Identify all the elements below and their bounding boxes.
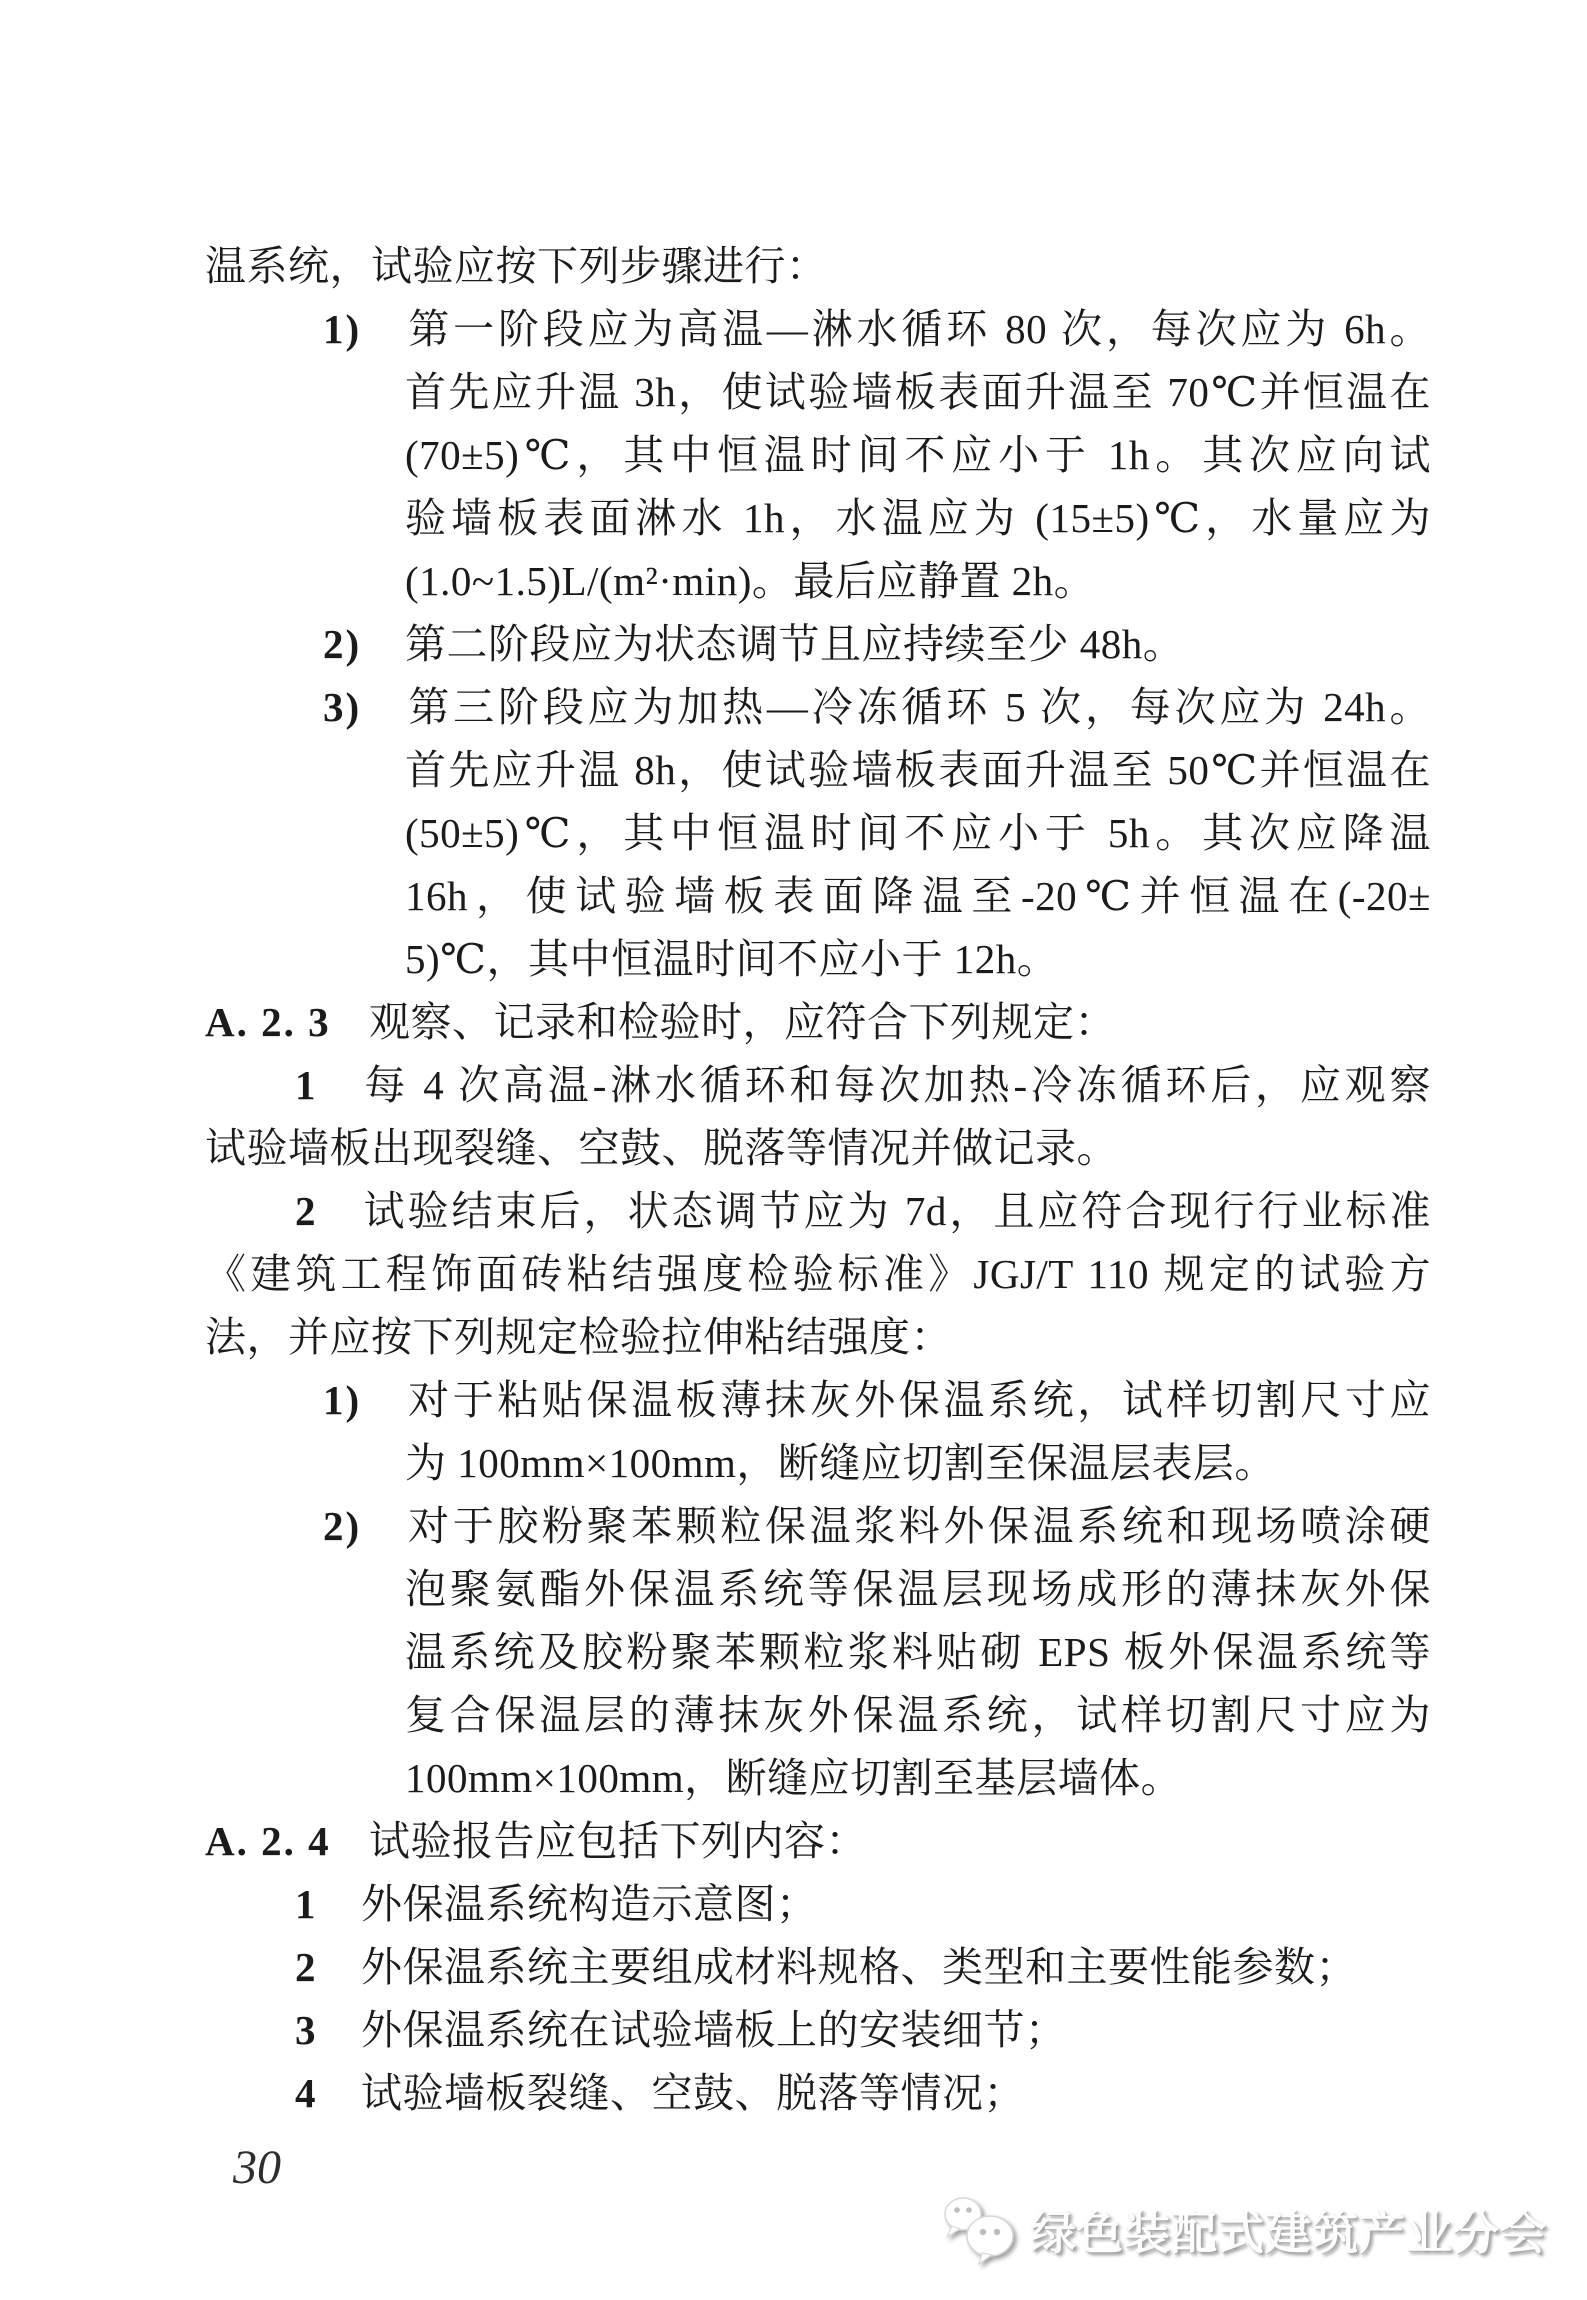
text-line — [323, 613, 1431, 676]
footer-brand — [938, 2193, 1547, 2267]
text-line — [323, 298, 1431, 361]
text-line — [405, 1432, 1431, 1495]
line-text: 5)℃，其中恒温时间不应小于 12h。 — [405, 936, 1059, 982]
line-text: (70±5)℃，其中恒温时间不应小于 1h。其次应向试 — [405, 432, 1431, 478]
line-text: 第三阶段应为加热—冷冻循环 5 次，每次应为 24h。 — [405, 684, 1431, 730]
text-line — [205, 1117, 1431, 1180]
text-line — [405, 550, 1431, 613]
line-text: 试验墙板裂缝、空鼓、脱落等情况； — [361, 2070, 1025, 2116]
line-text: 观察、记录和检验时，应符合下列规定： — [369, 999, 1116, 1045]
text-line — [405, 865, 1431, 928]
text-line — [405, 487, 1431, 550]
text-line — [205, 235, 1431, 298]
line-text: (1.0~1.5)L/(m²·min)。最后应静置 2h。 — [405, 558, 1096, 604]
line-text: 16h，使试验墙板表面降温至-20℃并恒温在(-20± — [405, 873, 1431, 919]
text-line — [405, 739, 1431, 802]
text-line — [205, 1306, 1431, 1369]
line-text: 对于粘贴保温板薄抹灰外保温系统，试样切割尺寸应 — [405, 1377, 1431, 1423]
text-line — [295, 1873, 1431, 1936]
text-line — [405, 928, 1431, 991]
line-marker: A. 2. 4 — [205, 1818, 331, 1864]
text-line — [405, 1558, 1431, 1621]
line-text: 《建筑工程饰面砖粘结强度检验标准》JGJ/T 110 规定的试验方 — [205, 1251, 1431, 1297]
line-marker: 1) — [323, 1377, 362, 1423]
page-number: 30 — [233, 2141, 281, 2194]
line-marker: 1) — [323, 306, 362, 352]
text-line — [323, 1369, 1431, 1432]
line-marker: 4 — [295, 2070, 318, 2116]
line-text: 温系统及胶粉聚苯颗粒浆料贴砌 EPS 板外保温系统等 — [405, 1629, 1431, 1675]
footer-brand-text: 绿色装配式建筑产业分会 — [1030, 2207, 1547, 2259]
line-text: 试验结束后，状态调节应为 7d，且应符合现行行业标准 — [361, 1188, 1431, 1234]
line-text: 第二阶段应为状态调节且应持续至少 48h。 — [405, 621, 1185, 667]
line-text: 外保温系统构造示意图； — [361, 1881, 818, 1927]
text-line — [205, 1243, 1431, 1306]
line-text: 试验墙板出现裂缝、空鼓、脱落等情况并做记录。 — [205, 1125, 1118, 1171]
text-line — [295, 1180, 1431, 1243]
line-text: 泡聚氨酯外保温系统等保温层现场成形的薄抹灰外保 — [405, 1566, 1431, 1612]
line-text: 外保温系统主要组成材料规格、类型和主要性能参数； — [361, 1944, 1357, 1990]
text-line — [295, 1936, 1431, 1999]
text-line — [405, 1747, 1431, 1810]
line-text: 首先应升温 3h，使试验墙板表面升温至 70℃并恒温在 — [405, 369, 1431, 415]
line-text: 第一阶段应为高温—淋水循环 80 次，每次应为 6h。 — [405, 306, 1431, 352]
line-text: 首先应升温 8h，使试验墙板表面升温至 50℃并恒温在 — [405, 747, 1431, 793]
text-line — [295, 2062, 1431, 2125]
line-marker: 2 — [295, 1188, 318, 1234]
wechat-bubbles-icon — [938, 2193, 1022, 2267]
line-text: 法，并应按下列规定检验拉伸粘结强度： — [205, 1314, 952, 1360]
line-text: 100mm×100mm，断缝应切割至基层墙体。 — [405, 1755, 1183, 1801]
line-marker: 3 — [295, 2007, 318, 2053]
text-line — [405, 802, 1431, 865]
text-line — [205, 1810, 1431, 1873]
line-text: 每 4 次高温-淋水循环和每次加热-冷冻循环后，应观察 — [361, 1062, 1431, 1108]
text-line — [405, 1621, 1431, 1684]
line-marker: 1 — [295, 1062, 318, 1108]
line-marker: A. 2. 3 — [205, 999, 331, 1045]
text-line — [323, 676, 1431, 739]
line-text: 复合保温层的薄抹灰外保温系统，试样切割尺寸应为 — [405, 1692, 1431, 1738]
text-line — [405, 361, 1431, 424]
line-text: 试验报告应包括下列内容： — [369, 1818, 867, 1864]
line-text: 外保温系统在试验墙板上的安装细节； — [361, 2007, 1067, 2053]
text-block — [205, 235, 1431, 2125]
line-marker: 1 — [295, 1881, 318, 1927]
text-line — [295, 1999, 1431, 2062]
line-text: 为 100mm×100mm，断缝应切割至保温层表层。 — [405, 1440, 1276, 1486]
text-line — [405, 1684, 1431, 1747]
text-line — [205, 991, 1431, 1054]
line-text: (50±5)℃，其中恒温时间不应小于 5h。其次应降温 — [405, 810, 1431, 856]
line-marker: 2) — [323, 1503, 362, 1549]
line-text: 对于胶粉聚苯颗粒保温浆料外保温系统和现场喷涂硬 — [405, 1503, 1431, 1549]
text-line — [295, 1054, 1431, 1117]
text-line — [323, 1495, 1431, 1558]
line-marker: 3) — [323, 684, 362, 730]
line-text: 验墙板表面淋水 1h，水温应为 (15±5)℃，水量应为 — [405, 495, 1431, 541]
line-marker: 2) — [323, 621, 362, 667]
line-text: 温系统，试验应按下列步骤进行： — [205, 243, 828, 289]
line-marker: 2 — [295, 1944, 318, 1990]
text-line — [405, 424, 1431, 487]
